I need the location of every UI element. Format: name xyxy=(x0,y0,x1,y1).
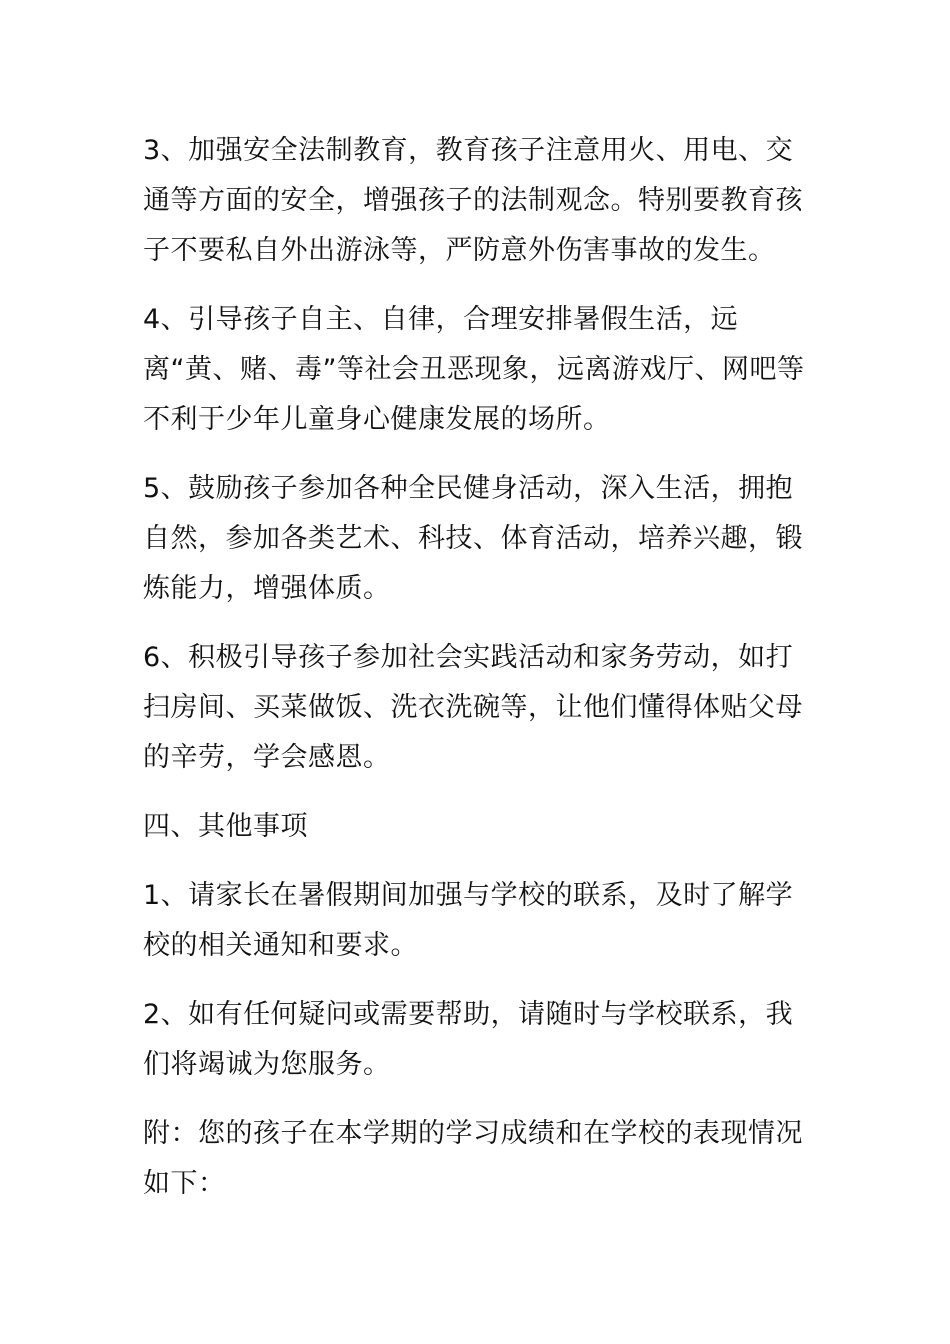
section-heading-other-matters: 四、其他事项 xyxy=(143,811,308,842)
paragraph-contact-school: 1、请家长在暑假期间加强与学校的联系，及时了解学校的相关通知和要求。 xyxy=(143,880,794,961)
document-body xyxy=(143,126,815,1228)
paragraph-help-contact: 2、如有任何疑问或需要帮助，请随时与学校联系，我们将竭诚为您服务。 xyxy=(143,999,794,1080)
paragraph-safety-education: 3、加强安全法制教育，教育孩子注意用火、用电、交通等方面的安全，增强孩子的法制观念。特别要教育孩子不要私自外出游泳等，严防意外伤害事故的发生。 xyxy=(143,135,803,266)
paragraph-social-practice: 6、积极引导孩子参加社会实践活动和家务劳动，如打扫房间、买菜做饭、洗衣洗碗等，让他们懂得体贴父母的辛劳，学会感恩。 xyxy=(143,642,803,773)
paragraph-appendix-note: 附：您的孩子在本学期的学习成绩和在学校的表现情况如下： xyxy=(143,1118,803,1199)
paragraph-self-discipline: 4、引导孩子自主、自律，合理安排暑假生活，远离“黄、赌、毒”等社会丑恶现象，远离游戏厅、网吧等不利于少年儿童身心健康发展的场所。 xyxy=(143,304,805,435)
paragraph-fitness-activities: 5、鼓励孩子参加各种全民健身活动，深入生活，拥抱自然，参加各类艺术、科技、体育活动，培养兴趣，锻炼能力，增强体质。 xyxy=(143,473,803,604)
